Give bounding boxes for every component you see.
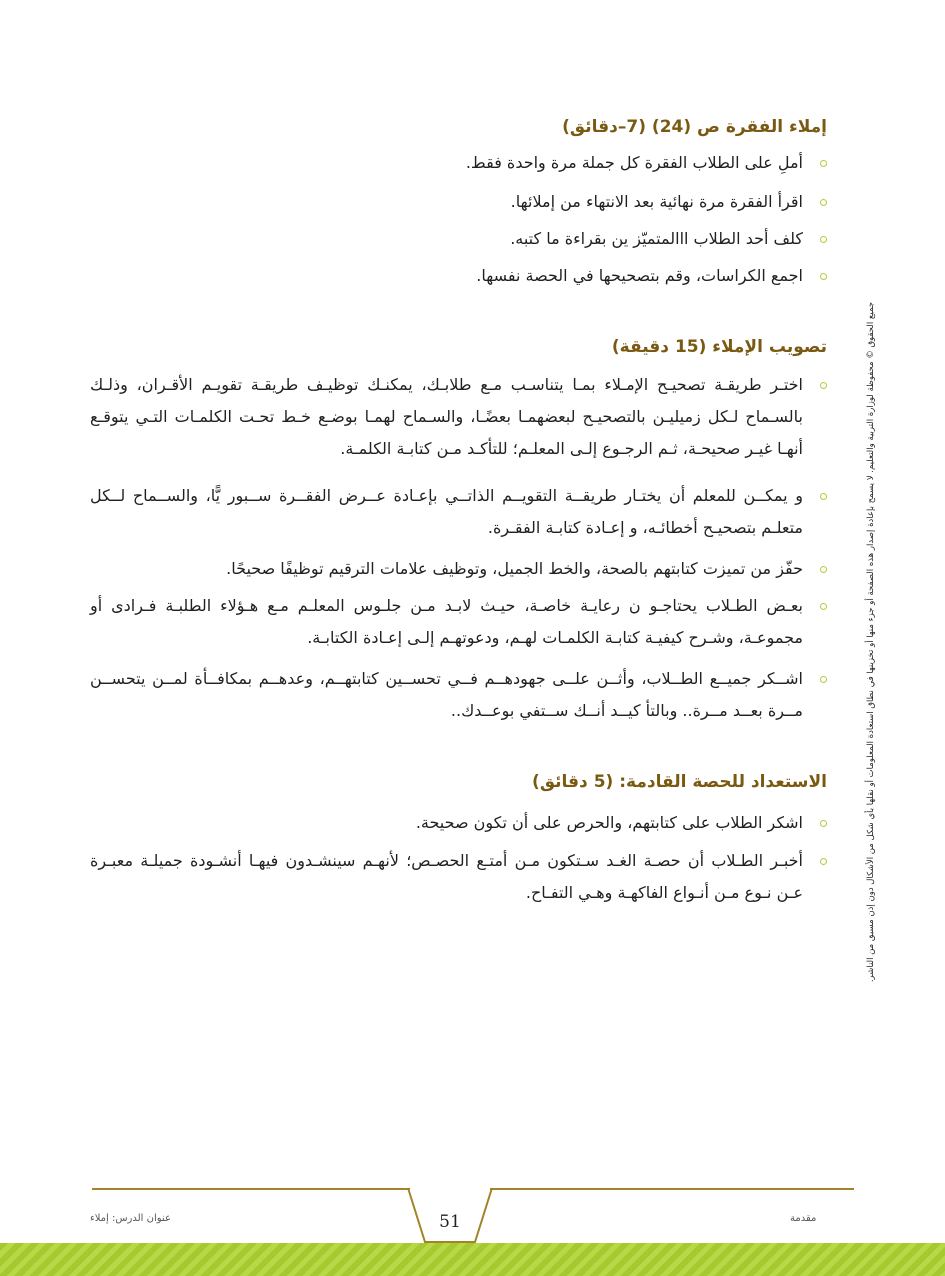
lesson-title: عنوان الدرس: إملاء [90, 1213, 171, 1224]
footer-rule-right [490, 1188, 854, 1190]
decorative-band [0, 1243, 945, 1276]
list-item-text: أملِ على الطلاب الفقرة كل جملة مرة واحدة فقط. [465, 153, 803, 172]
list-item [90, 480, 827, 544]
list-item [90, 147, 827, 179]
bullet-icon [817, 223, 829, 255]
list-item-text: و يمكــن للمعلم أن يختـار طريقــة التقويــم الذاتــي بإعـادة عــرض الفقــرة ســبور يًّا، والســماح لــكل متعلـم بتصحيـح أخطائـه، و إعـادة كتابـة الفقـرة. [90, 486, 803, 537]
list-item [90, 369, 827, 465]
bullet-icon [817, 590, 829, 622]
copyright-note-text: جميع الحقوق © محفوظة لوزارة التربية والتعليم. لا يسمح بإعادة إصدار هذه الصفحة أو جزء منها أو تخزينها في نطاق استعادة المعلومات أو نقلها بأي شكل من الأشكال دون إذن مسبق من الناشر. [866, 301, 876, 983]
footer-rule-left [92, 1188, 410, 1190]
section-heading-preparation: الاستعداد للحصة القادمة: (5 دقائق) [532, 772, 827, 792]
section-heading-correction: تصويب الإملاء (15 دقيقة) [611, 337, 827, 357]
list-item [90, 590, 827, 654]
bullet-icon [817, 147, 829, 179]
list-item-text: اجمع الكراسات، وقم بتصحيحها في الحصة نفسها. [476, 266, 803, 285]
section-label: مقدمة [790, 1213, 817, 1224]
list-item-text: اختـر طريقـة تصحيـح الإمـلاء بمـا يتناسـب مـع طلابـك، يمكنـك توظيـف طريقـة تقويـم الأقـران، وذلـك بالسـماح لـكل زميليـن بالتصحيـح لبعضهمـا بعضًـا، والسـماح لهمـا بوضـع خـط تحـت الكلمـات التـي يتوقـع أنهـا غيـر صحيحـة، ثـم الرجـوع إلـى المعلـم؛ للتأكـد مـن كتابـة الكلمـة. [90, 375, 803, 458]
list-item-text: اشــكر جميــع الطــلاب، وأثــن علــى جهودهــم فــي تحســين كتابتهــم، وعدهــم بمكافــأة لمــن يتحســن مــرة بعــد مــرة.. وبالتأ كيــد أنــك ســتفي بوعــدك.. [90, 669, 803, 720]
bullet-icon [817, 480, 829, 512]
list-item-text: كلف أحد الطلاب اﺍالمتميّز ين بقراءة ما كتبه. [510, 229, 803, 248]
bullet-icon [817, 845, 829, 877]
list-item [90, 223, 827, 255]
bullet-icon [817, 369, 829, 401]
list-item [90, 186, 827, 218]
list-item [90, 807, 827, 839]
list-item [90, 260, 827, 292]
bullet-icon [817, 663, 829, 695]
bullet-icon [817, 807, 829, 839]
bullet-icon [817, 553, 829, 585]
bullet-icon [817, 186, 829, 218]
list-item-text: حفّز من تميزت كتابتهم بالصحة، والخط الجميل، وتوظيف علامات الترقيم توظيفًا صحيحًا. [226, 559, 803, 578]
bullet-icon [817, 260, 829, 292]
list-item-text: أخبـر الطـلاب أن حصـة الغـد سـتكون مـن أمتـع الحصـص؛ لأنهـم سينشـدون فيهـا أنشـودة جميلـة معبـرة عـن نـوع مـن أنـواع الفاكهـة وهـي التفـاح. [90, 851, 803, 902]
list-item-text: اقرأ الفقرة مرة نهائية بعد الانتهاء من إملائها. [510, 192, 803, 211]
list-item [90, 663, 827, 727]
list-item-text: اشكر الطلاب على كتابتهم، والحرص على أن تكون صحيحة. [415, 813, 803, 832]
list-item [90, 845, 827, 909]
list-item [90, 553, 827, 585]
list-item-text: بعـض الطـلاب يحتاجـو ن رعايـة خاصـة، حيـث لابـد مـن جلـوس المعلـم مـع هـؤلاء الطلبـة فـرادى أو مجموعـة، وشـرح كيفيـة كتابـة الكلمـات لهـم، ودعوتهـم إلـى إعـادة الكتابـة. [90, 596, 803, 647]
page-number: 51 [439, 1212, 461, 1232]
copyright-note [861, 292, 881, 992]
section-heading-dictation: إملاء الفقرة ص (24) (7–دقائق) [562, 117, 827, 137]
